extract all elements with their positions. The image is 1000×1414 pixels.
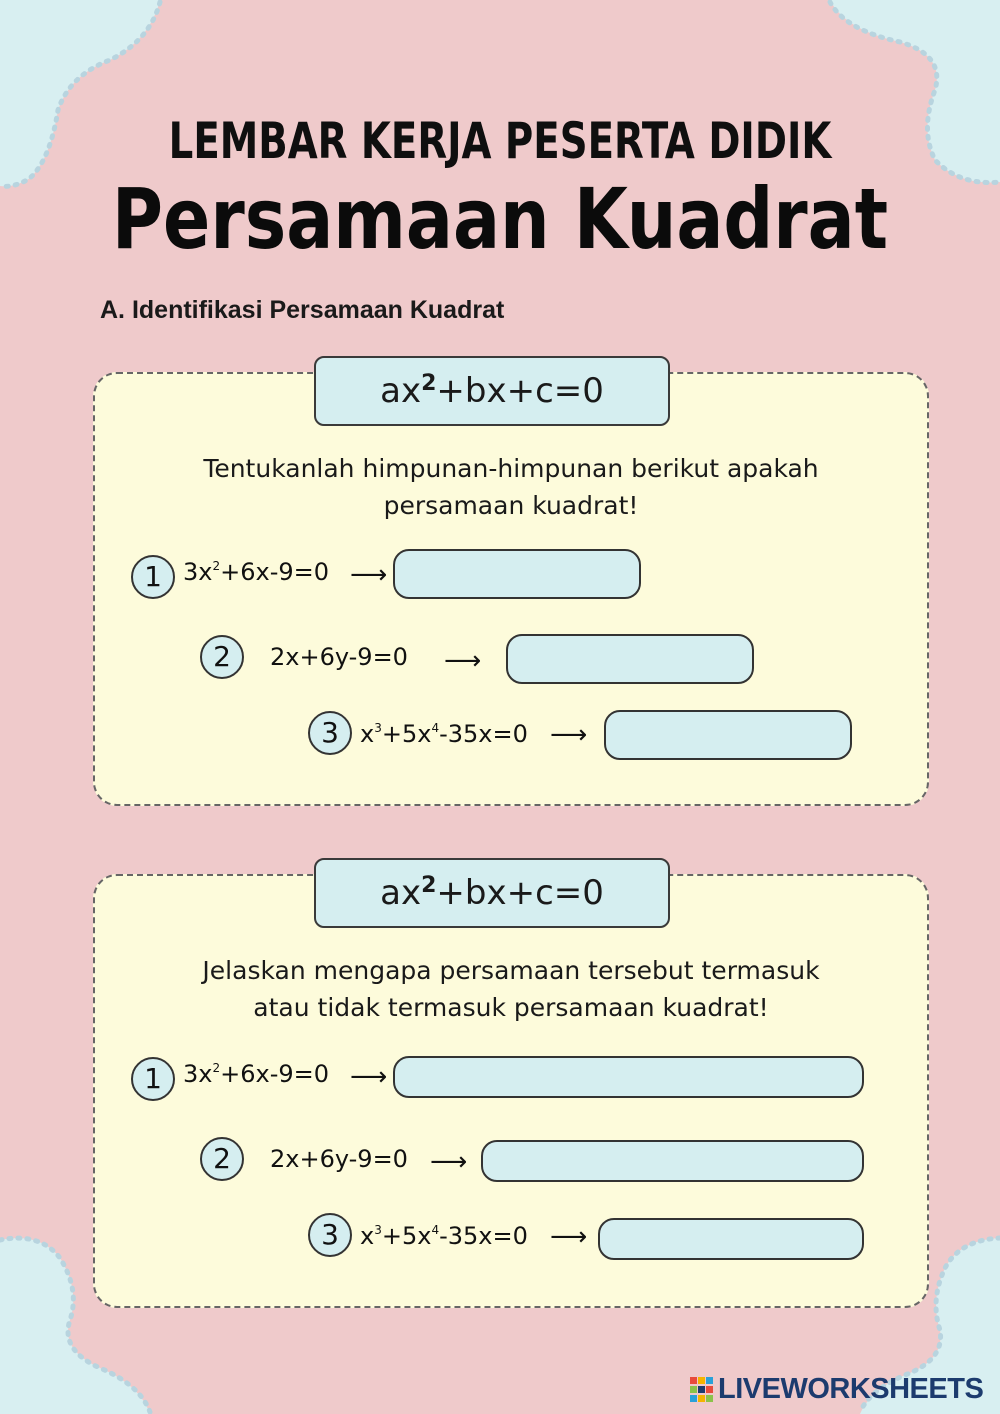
explanation-input-1[interactable] <box>393 1056 864 1098</box>
item-number-badge: 1 <box>131 555 175 599</box>
formula-exponent: 2 <box>421 873 437 898</box>
liveworksheets-icon <box>690 1377 714 1403</box>
arrow-icon: ⟶ <box>350 560 388 590</box>
item-number-badge: 2 <box>200 1137 244 1181</box>
arrow-icon: ⟶ <box>430 1147 468 1177</box>
equation-2: 2x+6y-9=0 <box>270 643 408 671</box>
formula-general-form <box>314 858 670 928</box>
formula-rest: +bx+c=0 <box>436 371 604 411</box>
liveworksheets-logo <box>690 1373 983 1405</box>
instruction-line: persamaan kuadrat! <box>383 491 639 520</box>
arrow-icon: ⟶ <box>350 1062 388 1092</box>
item-number-badge: 3 <box>308 711 352 755</box>
formula-base: ax <box>380 371 422 411</box>
formula-general-form <box>314 356 670 426</box>
arrow-icon: ⟶ <box>550 1222 588 1252</box>
section-a-heading: A. Identifikasi Persamaan Kuadrat <box>100 296 505 324</box>
card1-instruction <box>93 450 929 524</box>
item-number-badge: 2 <box>200 635 244 679</box>
answer-input-2[interactable] <box>506 634 754 684</box>
explanation-input-3[interactable] <box>598 1218 864 1260</box>
item-number-badge: 3 <box>308 1213 352 1257</box>
equation-3: $x^3+5x^4-35x=0$ <box>360 1222 528 1250</box>
arrow-icon: ⟶ <box>550 720 588 750</box>
formula-exponent: 2 <box>421 371 437 396</box>
equation-3: $x^3+5x^4-35x=0$ <box>360 720 528 748</box>
equation-1: $3x^2+6x-9=0$ <box>183 1060 330 1088</box>
formula-base: ax <box>380 873 422 913</box>
answer-input-3[interactable] <box>604 710 852 760</box>
worksheet-subtitle: LEMBAR KERJA PESERTA DIDIK <box>168 112 832 170</box>
arrow-icon: ⟶ <box>444 646 482 676</box>
instruction-line: atau tidak termasuk persamaan kuadrat! <box>253 993 769 1022</box>
formula-rest: +bx+c=0 <box>436 873 604 913</box>
answer-input-1[interactable] <box>393 549 641 599</box>
equation-1: $3x^2+6x-9=0$ <box>183 558 330 586</box>
liveworksheets-brand: LIVEWORKSHEETS <box>718 1373 984 1405</box>
card2-instruction <box>93 952 929 1026</box>
instruction-line: Tentukanlah himpunan-himpunan berikut apakah <box>203 454 819 483</box>
item-number-badge: 1 <box>131 1057 175 1101</box>
explanation-input-2[interactable] <box>481 1140 864 1182</box>
instruction-line: Jelaskan mengapa persamaan tersebut termasuk <box>202 956 820 985</box>
worksheet-title: Persamaan Kuadrat <box>111 170 889 268</box>
equation-2: 2x+6y-9=0 <box>270 1145 408 1173</box>
